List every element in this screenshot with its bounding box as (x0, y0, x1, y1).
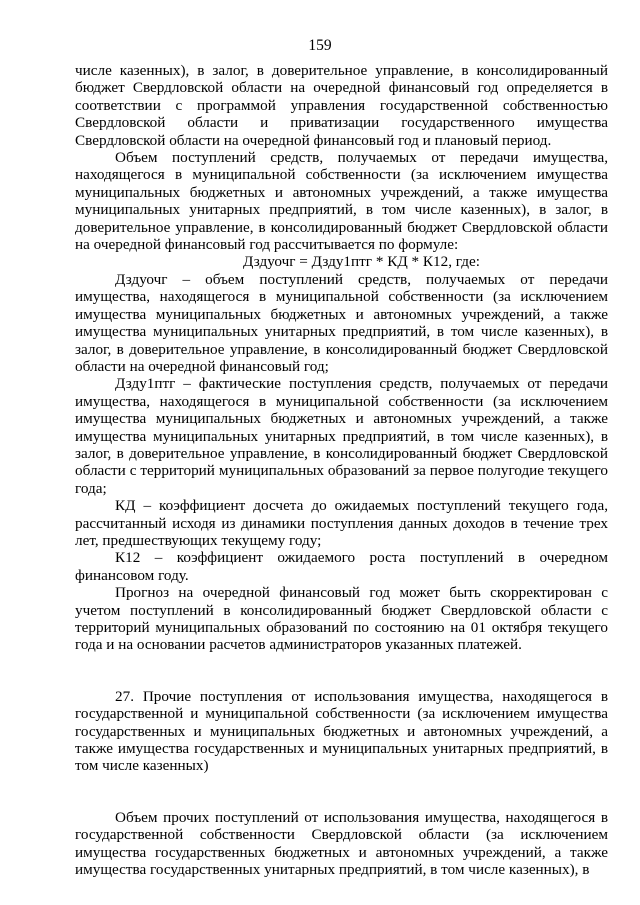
paragraph-volume-of-receipts: Объем поступлений средств, получаемых от передачи имущества, находящегося в муниципальной собственности (за исключением имущества муниципальных бюджетных и автономных учреждений, а также имущества муниципальных унитарных предприятий, в том числе казенных), в залог, в доверительное управление, в консолидированный бюджет Свердловской области на очередной финансовый год рассчитывается по формуле: (75, 149, 608, 254)
formula: Дздуочг = Дзду1птг * КД * К12, где: (243, 253, 480, 271)
paragraph-other-receipts: Объем прочих поступлений от использования имущества, находящегося в государственной собственности Свердловской области (за исключением имущества государственных бюджетных и автономных учреждений, а также имущества государственных унитарных предприятий, в том числе казенных), в (75, 808, 608, 879)
page-number: 159 (308, 37, 332, 54)
body-text (75, 62, 608, 878)
definition-kd: КД – коэффициент досчета до ожидаемых поступлений текущего года, рассчитанный исходя из динамики поступления данных доходов в течение трех лет, предшествующих текущему году; (75, 497, 608, 549)
definition-dzdu1ptg: Дзду1птг – фактические поступления средств, получаемых от передачи имущества, находящегося в муниципальной собственности (за исключением имущества муниципальных бюджетных и автономных учреждений, а также имущества муниципальных унитарных предприятий, в том числе казенных), в залог, в доверительное управление, в консолидированный бюджет Свердловской области с территорий муниципальных образований за первое полугодие текущего года; (75, 375, 608, 497)
paragraph-continuation: числе казенных), в залог, в доверительное управление, в консолидированный бюджет Свердловской области на очередной финансовый год определяется в соответствии с программой управления государственной собственностью Свердловской области и приватизации государственного имущества Свердловской области на очередной финансовый год и плановый период. (75, 62, 608, 149)
definition-dzduochg: Дздуочг – объем поступлений средств, получаемых от передачи имущества, находящегося в муниципальной собственности (за исключением имущества муниципальных бюджетных и автономных учреждений, а также имущества муниципальных унитарных предприятий, в том числе казенных), в залог, в доверительное управление, в консолидированный бюджет Свердловской области на очередной финансовый год; (75, 270, 608, 375)
paragraph-forecast-adjustment: Прогноз на очередной финансовый год может быть скорректирован с учетом поступлений в консолидированный бюджет Свердловской области с территорий муниципальных образований по состоянию на 01 октября текущего года и на основании расчетов администраторов указанных платежей. (75, 584, 608, 654)
definition-k12: К12 – коэффициент ожидаемого роста поступлений в очередном финансовом году. (75, 549, 608, 584)
section-heading-27: 27. Прочие поступления от использования имущества, находящегося в государственной и муниципальной собственности (за исключением имущества государственных и муниципальных бюджетных и автономных учреждений, а также имущества государственных и муниципальных унитарных предприятий, в том числе казенных) (75, 687, 608, 775)
